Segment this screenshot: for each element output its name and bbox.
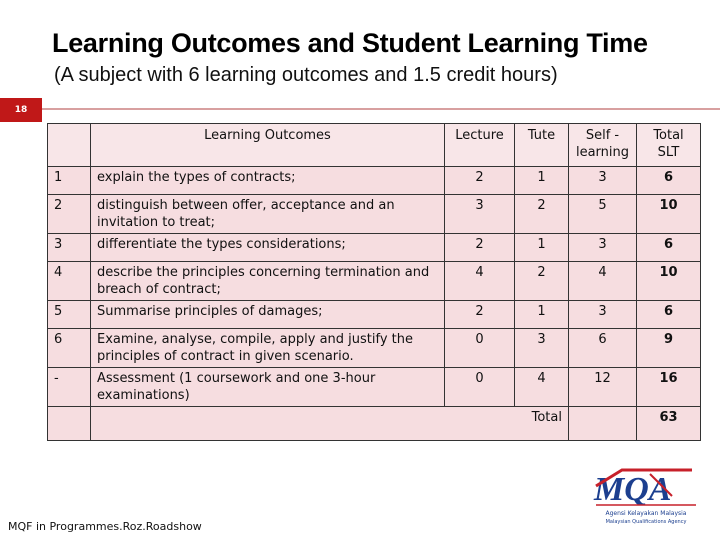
total-value: 63 — [637, 407, 701, 441]
header-lecture: Lecture — [445, 124, 515, 167]
row-number: - — [48, 368, 91, 407]
row-self-learning: 3 — [569, 234, 637, 262]
row-outcome: Examine, analyse, compile, apply and justify the principles of contract in given scenario. — [91, 329, 445, 368]
row-lecture: 2 — [445, 301, 515, 329]
header-tute: Tute — [515, 124, 569, 167]
table-row — [48, 167, 701, 195]
header-learning-outcomes: Learning Outcomes — [91, 124, 445, 167]
row-tute: 3 — [515, 329, 569, 368]
header-total-slt: Total SLT — [637, 124, 701, 167]
row-self-learning: 3 — [569, 301, 637, 329]
row-self-learning: 6 — [569, 329, 637, 368]
row-tute: 4 — [515, 368, 569, 407]
table-total-row — [48, 407, 701, 441]
row-number: 3 — [48, 234, 91, 262]
total-label: Total — [91, 407, 569, 441]
row-total-slt: 10 — [637, 195, 701, 234]
row-tute: 1 — [515, 234, 569, 262]
row-outcome: explain the types of contracts; — [91, 167, 445, 195]
row-total-slt: 6 — [637, 234, 701, 262]
row-outcome: differentiate the types considerations; — [91, 234, 445, 262]
svg-text:MQA: MQA — [594, 471, 672, 508]
table-row — [48, 195, 701, 234]
header-number-cell — [48, 124, 91, 167]
footer-text: MQF in Programmes.Roz.Roadshow — [8, 520, 202, 533]
table-row — [48, 368, 701, 407]
row-tute: 2 — [515, 195, 569, 234]
learning-outcomes-table — [47, 123, 701, 441]
row-total-slt: 9 — [637, 329, 701, 368]
row-number: 2 — [48, 195, 91, 234]
row-lecture: 4 — [445, 262, 515, 301]
row-total-slt: 16 — [637, 368, 701, 407]
table-row — [48, 329, 701, 368]
row-self-learning: 4 — [569, 262, 637, 301]
header-self-learning: Self - learning — [569, 124, 637, 167]
row-number: 4 — [48, 262, 91, 301]
table-row — [48, 301, 701, 329]
row-lecture: 2 — [445, 234, 515, 262]
row-outcome: Summarise principles of damages; — [91, 301, 445, 329]
total-row-empty-cell — [569, 407, 637, 441]
row-total-slt: 10 — [637, 262, 701, 301]
row-outcome: describe the principles concerning termination and breach of contract; — [91, 262, 445, 301]
total-row-number-cell — [48, 407, 91, 441]
table-header-row — [48, 124, 701, 167]
row-tute: 2 — [515, 262, 569, 301]
row-lecture: 3 — [445, 195, 515, 234]
row-self-learning: 5 — [569, 195, 637, 234]
mqa-logo-line2: Malaysian Qualifications Agency — [605, 519, 687, 525]
mqa-logo — [592, 466, 700, 528]
slide-subtitle: (A subject with 6 learning outcomes and 1.5 credit hours) — [54, 64, 558, 86]
row-outcome: distinguish between offer, acceptance and an invitation to treat; — [91, 195, 445, 234]
slide-number-badge: 18 — [0, 98, 42, 122]
row-lecture: 2 — [445, 167, 515, 195]
row-tute: 1 — [515, 167, 569, 195]
row-self-learning: 12 — [569, 368, 637, 407]
row-total-slt: 6 — [637, 167, 701, 195]
row-tute: 1 — [515, 301, 569, 329]
mqa-logo-mark — [593, 470, 696, 508]
header-rule — [42, 108, 720, 110]
mqa-logo-line1: Agensi Kelayakan Malaysia — [605, 510, 687, 517]
row-lecture: 0 — [445, 368, 515, 407]
row-self-learning: 3 — [569, 167, 637, 195]
row-lecture: 0 — [445, 329, 515, 368]
table-row — [48, 262, 701, 301]
row-number: 6 — [48, 329, 91, 368]
row-total-slt: 6 — [637, 301, 701, 329]
slide-title: Learning Outcomes and Student Learning Time — [52, 28, 648, 58]
row-outcome: Assessment (1 coursework and one 3-hour examinations) — [91, 368, 445, 407]
table-row — [48, 234, 701, 262]
row-number: 5 — [48, 301, 91, 329]
row-number: 1 — [48, 167, 91, 195]
